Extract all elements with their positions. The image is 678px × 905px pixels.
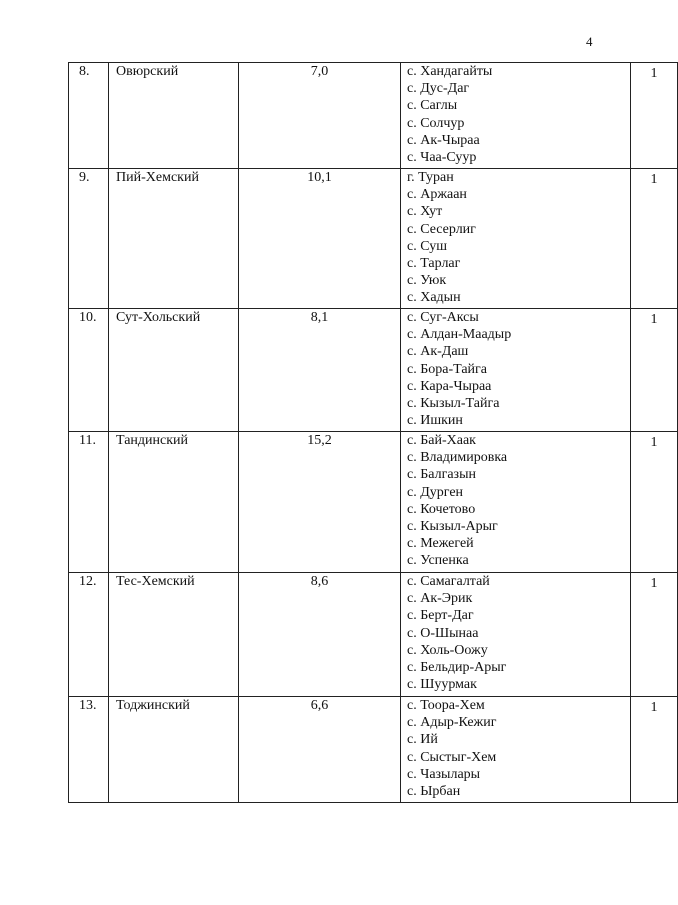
settlement-list (401, 573, 631, 697)
settlement-list (401, 309, 631, 432)
settlement-item: с. Сесерлиг (407, 221, 476, 237)
district-count: 1 (631, 169, 678, 309)
district-name: Овюрский (109, 63, 239, 169)
district-name: Тандинский (109, 432, 239, 573)
settlement-item: с. Ак-Эрик (407, 591, 473, 607)
row-number: 12. (69, 573, 109, 697)
settlement-item: с. Ий (407, 732, 438, 748)
district-name: Тоджинский (109, 697, 239, 803)
settlement-item: с. Холь-Оожу (407, 642, 488, 658)
settlement-item: с. Суш (407, 238, 447, 254)
table-row (69, 697, 678, 803)
table-row (69, 63, 678, 169)
row-number: 11. (69, 432, 109, 573)
settlement-item: с. Бора-Тайга (407, 361, 487, 377)
settlement-item: с. Успенка (407, 553, 469, 569)
settlement-item: с. Тарлаг (407, 256, 461, 272)
row-number: 8. (69, 63, 109, 169)
settlement-item: с. Суг-Аксы (407, 310, 479, 325)
settlement-item: с. Владимировка (407, 450, 508, 466)
settlement-item: с. Ырбан (407, 784, 461, 800)
district-value: 6,6 (239, 697, 401, 803)
settlement-item: с. Берт-Даг (407, 608, 474, 624)
settlement-item: с. Тоора-Хем (407, 698, 485, 713)
settlement-item: с. Дурген (407, 484, 464, 500)
settlement-item: с. Чаа-Суур (407, 150, 477, 166)
settlement-item: с. Бельдир-Арыг (407, 660, 507, 676)
settlement-item: с. Кызыл-Тайга (407, 396, 500, 412)
settlement-item: с. Хут (407, 204, 443, 220)
row-number: 9. (69, 169, 109, 309)
settlement-item: с. Ак-Чыраа (407, 132, 480, 148)
district-name: Сут-Хольский (109, 309, 239, 432)
settlement-item: с. Хандагайты (407, 64, 493, 79)
settlement-item: с. Межегей (407, 536, 474, 552)
district-name: Тес-Хемский (109, 573, 239, 697)
settlement-item: с. О-Шынаа (407, 625, 479, 641)
settlement-item: с. Аржаан (407, 187, 467, 203)
district-value: 8,6 (239, 573, 401, 697)
settlement-item: с. Кызыл-Арыг (407, 519, 498, 535)
settlement-item: с. Алдан-Маадыр (407, 327, 512, 343)
settlement-item: с. Ишкин (407, 413, 463, 429)
row-number: 10. (69, 309, 109, 432)
settlement-item: с. Самагалтай (407, 574, 490, 589)
settlement-item: с. Хадын (407, 290, 461, 306)
settlement-item: с. Уюк (407, 273, 447, 289)
settlement-item: с. Кара-Чыраа (407, 378, 492, 394)
settlement-item: с. Сыстыг-Хем (407, 749, 497, 765)
district-value: 10,1 (239, 169, 401, 309)
district-name: Пий-Хемский (109, 169, 239, 309)
district-count: 1 (631, 573, 678, 697)
district-count: 1 (631, 432, 678, 573)
page-number: 4 (586, 34, 593, 49)
table-row (69, 309, 678, 432)
settlement-item: с. Чазылары (407, 766, 481, 782)
settlement-item: с. Ак-Даш (407, 344, 469, 360)
settlement-list (401, 63, 631, 169)
row-number: 13. (69, 697, 109, 803)
settlement-item: с. Саглы (407, 98, 458, 114)
settlement-item: г. Туран (407, 170, 454, 185)
settlement-item: с. Дус-Даг (407, 81, 470, 97)
settlement-list (401, 432, 631, 573)
settlement-item: с. Солчур (407, 115, 465, 131)
settlement-list (401, 697, 631, 803)
district-value: 7,0 (239, 63, 401, 169)
settlement-list (401, 169, 631, 309)
district-count: 1 (631, 697, 678, 803)
table-row (69, 432, 678, 573)
table-row (69, 573, 678, 697)
settlement-item: с. Бай-Хаак (407, 433, 476, 448)
table-row (69, 169, 678, 309)
settlement-item: с. Кочетово (407, 501, 476, 517)
district-count: 1 (631, 309, 678, 432)
settlement-item: с. Балгазын (407, 467, 476, 483)
district-value: 8,1 (239, 309, 401, 432)
district-value: 15,2 (239, 432, 401, 573)
settlement-item: с. Адыр-Кежиг (407, 715, 497, 731)
district-count: 1 (631, 63, 678, 169)
districts-table (68, 62, 678, 803)
settlement-item: с. Шуурмак (407, 677, 477, 693)
